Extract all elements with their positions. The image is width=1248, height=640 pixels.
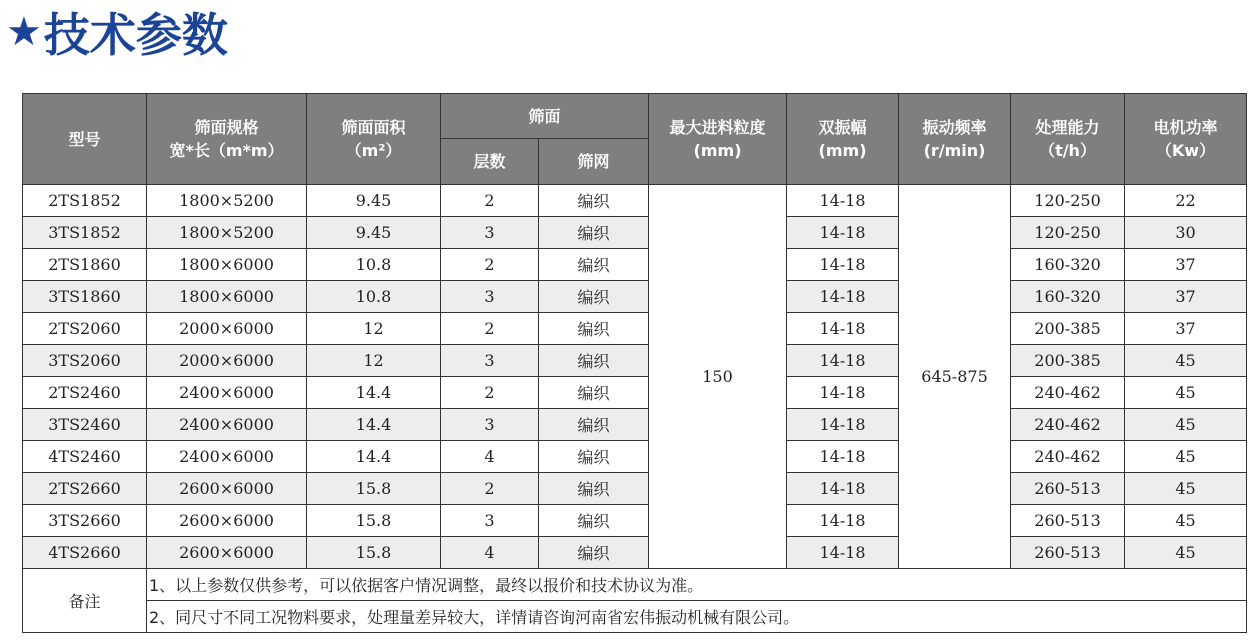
cell-model: 3TS1852 — [23, 217, 147, 249]
cell-capacity: 260-513 — [1011, 473, 1125, 505]
table-row — [23, 473, 1247, 505]
cell-mesh: 编织 — [539, 345, 649, 377]
cell-model: 2TS2460 — [23, 377, 147, 409]
note-line-1: 1、以上参数仅供参考，可以依据客户情况调整，最终以报价和技术协议为准。 — [147, 569, 1247, 601]
cell-power: 45 — [1125, 537, 1247, 569]
cell-amplitude: 14-18 — [787, 185, 899, 217]
cell-spec: 2600×6000 — [147, 473, 307, 505]
cell-layers: 4 — [441, 537, 539, 569]
cell-mesh: 编织 — [539, 281, 649, 313]
table-row — [23, 281, 1247, 313]
cell-capacity: 120-250 — [1011, 217, 1125, 249]
cell-mesh: 编织 — [539, 313, 649, 345]
note-line-2: 2、同尺寸不同工况物料要求，处理量差异较大，详情请咨询河南省宏伟振动机械有限公司。 — [147, 601, 1247, 633]
cell-capacity: 200-385 — [1011, 313, 1125, 345]
cell-area: 9.45 — [307, 185, 441, 217]
cell-capacity: 260-513 — [1011, 505, 1125, 537]
cell-model: 3TS1860 — [23, 281, 147, 313]
table-body — [23, 185, 1247, 569]
cell-capacity: 240-462 — [1011, 409, 1125, 441]
table-row — [23, 313, 1247, 345]
cell-area: 9.45 — [307, 217, 441, 249]
cell-spec: 1800×6000 — [147, 249, 307, 281]
cell-capacity: 200-385 — [1011, 345, 1125, 377]
header-model: 型号 — [23, 94, 147, 185]
table-row — [23, 185, 1247, 217]
cell-spec: 1800×5200 — [147, 185, 307, 217]
cell-amplitude: 14-18 — [787, 313, 899, 345]
cell-capacity: 160-320 — [1011, 249, 1125, 281]
table-row — [23, 249, 1247, 281]
header-capacity: 处理能力 （t/h） — [1011, 94, 1125, 185]
cell-model: 2TS1852 — [23, 185, 147, 217]
table-row — [23, 217, 1247, 249]
table-row — [23, 345, 1247, 377]
cell-layers: 4 — [441, 441, 539, 473]
cell-area: 14.4 — [307, 441, 441, 473]
cell-amplitude: 14-18 — [787, 441, 899, 473]
header-layers: 层数 — [441, 139, 539, 185]
cell-spec: 2000×6000 — [147, 313, 307, 345]
cell-mesh: 编织 — [539, 249, 649, 281]
cell-capacity: 240-462 — [1011, 377, 1125, 409]
cell-layers: 2 — [441, 185, 539, 217]
cell-mesh: 编织 — [539, 409, 649, 441]
header-screen: 筛面 — [441, 94, 649, 139]
cell-spec: 2400×6000 — [147, 409, 307, 441]
cell-amplitude: 14-18 — [787, 217, 899, 249]
cell-area: 15.8 — [307, 537, 441, 569]
cell-layers: 3 — [441, 505, 539, 537]
cell-capacity: 120-250 — [1011, 185, 1125, 217]
cell-model: 2TS2060 — [23, 313, 147, 345]
header-frequency: 振动频率 (r/min) — [899, 94, 1011, 185]
page-title — [6, 2, 228, 62]
cell-amplitude: 14-18 — [787, 409, 899, 441]
cell-power: 45 — [1125, 473, 1247, 505]
cell-amplitude: 14-18 — [787, 473, 899, 505]
cell-mesh: 编织 — [539, 441, 649, 473]
cell-amplitude: 14-18 — [787, 345, 899, 377]
cell-layers: 2 — [441, 249, 539, 281]
cell-model: 2TS2660 — [23, 473, 147, 505]
cell-mesh: 编织 — [539, 473, 649, 505]
cell-model: 4TS2660 — [23, 537, 147, 569]
cell-area: 14.4 — [307, 377, 441, 409]
cell-max-feed: 150 — [649, 185, 787, 569]
cell-area: 15.8 — [307, 505, 441, 537]
cell-model: 3TS2460 — [23, 409, 147, 441]
table-row — [23, 441, 1247, 473]
notes-label: 备注 — [23, 569, 147, 633]
cell-layers: 3 — [441, 217, 539, 249]
header-max-feed: 最大进料粒度 (mm) — [649, 94, 787, 185]
cell-mesh: 编织 — [539, 377, 649, 409]
table-row — [23, 537, 1247, 569]
cell-layers: 3 — [441, 345, 539, 377]
cell-spec: 1800×5200 — [147, 217, 307, 249]
star-icon: ★ — [6, 9, 42, 55]
page-title-text: 技术参数 — [43, 8, 228, 62]
table-row — [23, 377, 1247, 409]
cell-area: 12 — [307, 345, 441, 377]
header-mesh: 筛网 — [539, 139, 649, 185]
cell-power: 37 — [1125, 281, 1247, 313]
cell-power: 22 — [1125, 185, 1247, 217]
cell-power: 45 — [1125, 505, 1247, 537]
cell-area: 10.8 — [307, 281, 441, 313]
cell-layers: 3 — [441, 281, 539, 313]
cell-amplitude: 14-18 — [787, 537, 899, 569]
cell-spec: 2600×6000 — [147, 505, 307, 537]
cell-layers: 2 — [441, 473, 539, 505]
cell-amplitude: 14-18 — [787, 281, 899, 313]
cell-model: 4TS2460 — [23, 441, 147, 473]
cell-area: 12 — [307, 313, 441, 345]
header-spec: 筛面规格 宽*长（m*m） — [147, 94, 307, 185]
cell-power: 45 — [1125, 441, 1247, 473]
cell-model: 3TS2660 — [23, 505, 147, 537]
cell-model: 2TS1860 — [23, 249, 147, 281]
cell-mesh: 编织 — [539, 185, 649, 217]
cell-capacity: 160-320 — [1011, 281, 1125, 313]
cell-amplitude: 14-18 — [787, 249, 899, 281]
cell-spec: 1800×6000 — [147, 281, 307, 313]
cell-spec: 2600×6000 — [147, 537, 307, 569]
cell-amplitude: 14-18 — [787, 505, 899, 537]
cell-layers: 3 — [441, 409, 539, 441]
cell-area: 14.4 — [307, 409, 441, 441]
cell-capacity: 240-462 — [1011, 441, 1125, 473]
cell-mesh: 编织 — [539, 537, 649, 569]
cell-spec: 2000×6000 — [147, 345, 307, 377]
cell-capacity: 260-513 — [1011, 537, 1125, 569]
cell-model: 3TS2060 — [23, 345, 147, 377]
cell-power: 37 — [1125, 249, 1247, 281]
cell-mesh: 编织 — [539, 505, 649, 537]
header-power: 电机功率 （Kw） — [1125, 94, 1247, 185]
table-row — [23, 505, 1247, 537]
cell-power: 30 — [1125, 217, 1247, 249]
header-amplitude: 双振幅 (mm) — [787, 94, 899, 185]
cell-power: 45 — [1125, 409, 1247, 441]
cell-area: 10.8 — [307, 249, 441, 281]
cell-area: 15.8 — [307, 473, 441, 505]
header-area: 筛面面积 （m²） — [307, 94, 441, 185]
cell-layers: 2 — [441, 377, 539, 409]
cell-power: 37 — [1125, 313, 1247, 345]
cell-spec: 2400×6000 — [147, 441, 307, 473]
cell-mesh: 编织 — [539, 217, 649, 249]
table-row — [23, 409, 1247, 441]
cell-frequency: 645-875 — [899, 185, 1011, 569]
cell-spec: 2400×6000 — [147, 377, 307, 409]
spec-table — [22, 93, 1247, 633]
cell-amplitude: 14-18 — [787, 377, 899, 409]
cell-power: 45 — [1125, 377, 1247, 409]
cell-power: 45 — [1125, 345, 1247, 377]
cell-layers: 2 — [441, 313, 539, 345]
